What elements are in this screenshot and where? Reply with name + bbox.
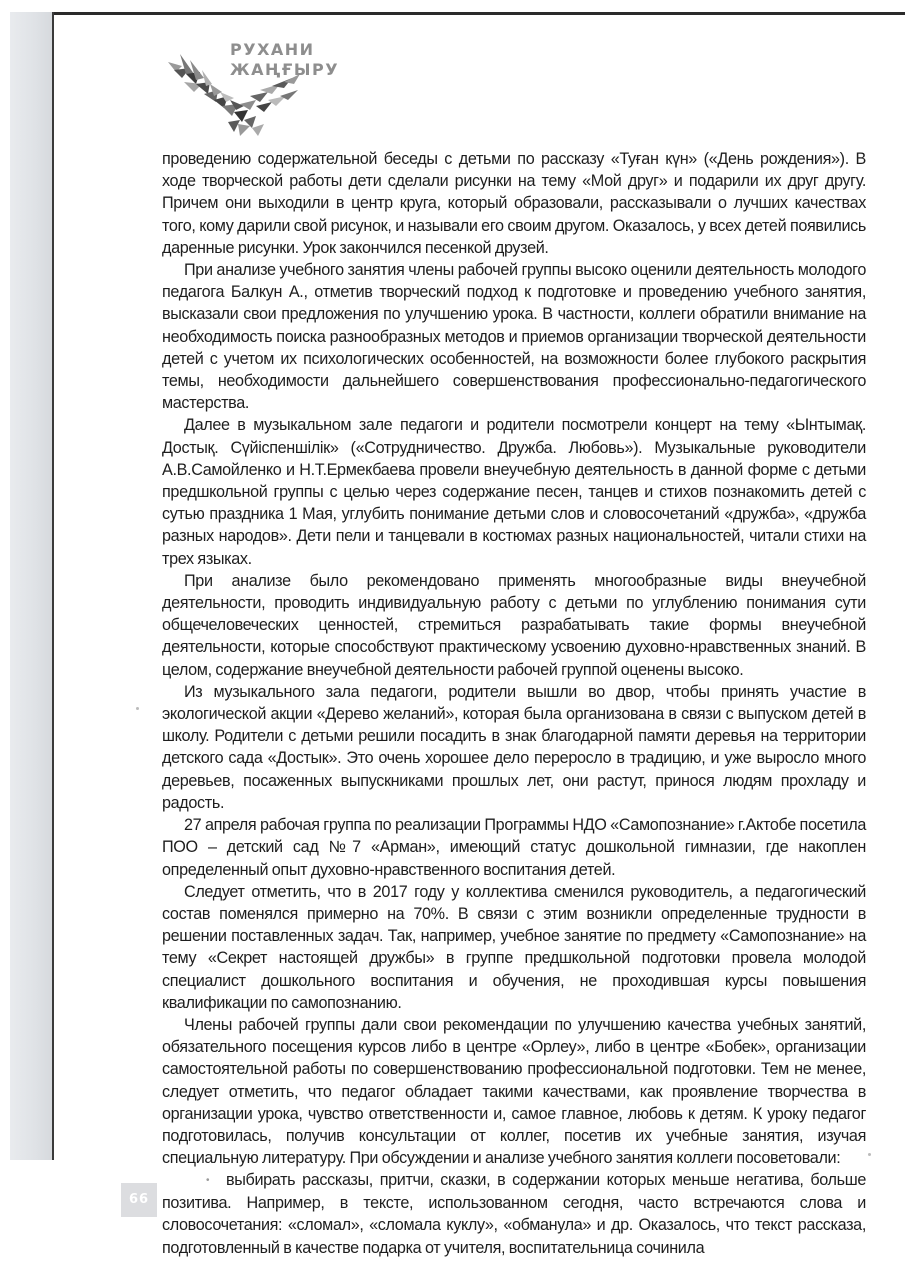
page-top-edge bbox=[54, 12, 905, 15]
paragraph: Члены рабочей группы дали свои рекомендации по улучшению качества учебных занятий, обязательного посещения курсов либо в центре «Орлеу», либо в центре «Бобек», организации самостоятельной работы по совершенствованию профессиональной подготовки. Тем не менее, следует отметить, что педагог обладает такими качествами, как проявление творчества в организации урока, чувство ответственности и, самое главное, любовь к детям. К уроку педагог подготовилась, получив консультации от коллег, посетив их учебные занятия, изучая специальную литературу. При обсуждении и анализе учебного занятия коллеги посоветовали: bbox=[162, 1015, 866, 1168]
paragraph: При анализе учебного занятия члены рабочей группы высоко оценили деятельность молодого педагога Балкун А., отметив творческий подход к подготовке и проведению учебного занятия, высказали свои предложения по улучшению урока. В частности, коллеги обратили внимание на необходимость поиска разнообразных методов и приемов организации творческой деятельности детей с учетом их психологических особенностей, на возможности более глубокого раскрытия темы, необходимости дальнейшего совершенствования профессионально-педагогического мастерства. bbox=[162, 261, 866, 413]
paragraph: Следует отметить, что в 2017 году у коллектива сменился руководитель, а педагогический состав поменялся примерно на 70%. В связи с этим возникли определенные трудности в решении поставленных задач. Так, например, учебное занятие по предмету «Самопознание» на тему «Секрет настоящей дружбы» в группе предшкольной подготовки провела молодой специалист дошкольного воспитания и обучения, не проходившая курсы повышения квалификации по самопознанию. bbox=[162, 882, 866, 1012]
article-body bbox=[162, 148, 866, 1259]
binding-strip bbox=[10, 12, 54, 1160]
paragraph: 27 апреля рабочая группа по реализации Программы НДО «Самопознание» г.Актобе посетила ПОО – детский сад №7 «Арман», имеющий статус дошкольной гимназии, где накоплен определенный опыт духовно-нравственного воспитания детей. bbox=[162, 816, 866, 879]
paragraph: При анализе было рекомендовано применять многообразные виды внеучебной деятельности, проводить индивидуальную работу с детьми по углублению понимания сути общечеловеческих ценностей, стремиться разрабатывать такие формы внеучебной деятельности, которые способствуют практическому усвоению духовно-нравственных знаний. В целом, содержание внеучебной деятельности рабочей группой оценены высоко. bbox=[162, 571, 866, 679]
rukhani-zhangyru-logo bbox=[160, 30, 360, 145]
logo-text bbox=[230, 40, 339, 80]
bullet-text: выбирать рассказы, притчи, сказки, в содержании которых меньше негатива, больше позитива. Например, в тексте, использованном сегодня, часто встречаются слова и словосочетания: «сломал», «сломала куклу», «обманула» и др. Оказалось, что текст рассказа, подготовленный в качестве подарка от учителя, воспитательница сочинила bbox=[162, 1171, 866, 1257]
logo-line-1: РУХАНИ bbox=[230, 40, 315, 59]
scan-speck bbox=[136, 707, 139, 710]
paragraph: Из музыкального зала педагоги, родители вышли во двор, чтобы принять участие в экологической акции «Дерево желаний», которая была организована в связи с выпуском детей в школу. Родители с детьми решили посадить в знак благодарной памяти деревья на территории детского сада «Достык». Это очень хорошее дело переросло в традицию, и уже выросло много деревьев, посаженных выпускниками прошлых лет, они растут, принося людям прохладу и радость. bbox=[162, 682, 866, 812]
bullet-icon: • bbox=[206, 1174, 210, 1186]
paragraph: Далее в музыкальном зале педагоги и родители посмотрели концерт на тему «Ынтымақ. Достық. Сүйіспеншілік» («Сотрудничество. Дружба. Любовь»). Музыкальные руководители А.В.Самойленко и Н.Т.Ермекбаева провели внеучебную деятельность в данной форме с детьми предшкольной группы с целью через содержание песен, танцев и стихов познакомить детей с сутью праздника 1 Мая, углубить понимание детьми слов и словосочетаний «дружба», «дружба разных народов». Дети пели и танцевали в костюмах разных национальностей, читали стихи на трех языках. bbox=[162, 416, 866, 568]
bullet-list-item bbox=[162, 1169, 866, 1258]
page-number-badge: 66 bbox=[121, 1183, 157, 1217]
paragraph: проведению содержательной беседы с детьми по рассказу «Туған күн» («День рождения»). В ходе творческой работы дети сделали рисунки на тему «Мой друг» и подарили их друг другу. Причем они выходили в центр круга, который образовали, рассказывали о лучших качествах того, кому дарили свой рисунок, и называли его своим другом. Оказалось, у всех детей появились даренные рисунки. Урок закончился песенкой друзей. bbox=[162, 150, 866, 257]
scan-speck bbox=[868, 1153, 871, 1156]
logo-line-2: ЖАҢҒЫРУ bbox=[230, 60, 340, 79]
